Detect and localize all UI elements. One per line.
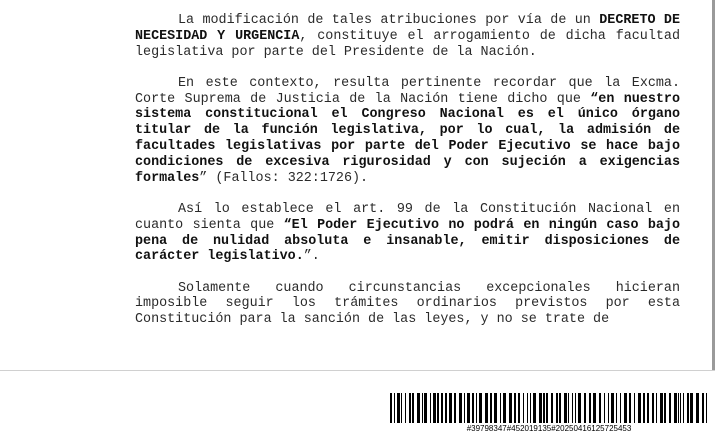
barcode-bar [543,393,545,423]
text-segment: ” (Fallos: 322:1726). [199,170,369,186]
barcode-bar [412,393,414,423]
barcode-bar [500,393,501,423]
barcode-bar [599,393,601,423]
barcode-bar [424,393,427,423]
barcode-bar [490,393,492,423]
barcode-bar [660,393,663,423]
barcode-bar [445,393,447,423]
barcode-bar [559,393,561,423]
barcode-bar [437,393,439,423]
barcode-bar [390,393,392,423]
barcode-bar [589,393,591,423]
barcode-bar [539,393,542,423]
barcode-bar [664,393,666,423]
barcode-bar [575,393,576,423]
barcode-bar [687,393,689,423]
barcode-bar [629,393,631,423]
barcode-bar [564,393,567,423]
barcode-bar [652,393,654,423]
barcode-bar [696,393,699,423]
barcode-bar [401,393,402,423]
text-segment: En este contexto, resulta pertinente recordar que la Excma. Corte Suprema de Justicia de la Nación tiene dicho que [135,75,680,107]
barcode-bar [578,393,581,423]
barcode-bar [530,393,531,423]
barcode-bar [509,393,512,423]
paragraph-4 [135,281,680,328]
paragraph-1 [135,13,680,60]
barcode-bar [656,393,657,423]
barcode-bar [546,393,548,423]
barcode-bars [388,393,710,423]
barcode-bar [674,393,677,423]
barcode-bar [472,393,474,423]
barcode-bar [678,393,679,423]
barcode-bar [503,393,506,423]
barcode-bar [690,393,693,423]
barcode-bar [405,393,406,423]
barcode-bar [467,393,470,423]
barcode-bar [430,393,431,423]
barcode-bar [485,393,488,423]
barcode-bar [479,393,482,423]
barcode-bar [464,393,465,423]
barcode-bar [634,393,635,423]
barcode-bar [572,393,573,423]
text-segment: La modificación de tales atribuciones por vía de un [178,13,600,28]
barcode-bar [616,393,617,423]
barcode-bar [593,393,596,423]
text-segment: , constituye el arrogamiento de dicha facultad legislativa por parte del Presidente de la Nación. [135,28,680,60]
barcode-bar [394,393,395,423]
text-segment-bold: “en nuestro sistema constitucional el Congreso Nacional es el único órgano titular de la función legislativa, por lo cual, la admisión de facultades legislativas por parte del Poder Ejecutivo se hace bajo condiciones de excesiva rigurosidad y con sujeción a exigencias formales [135,91,680,186]
barcode-bar [417,393,420,423]
barcode-bar [449,393,452,423]
barcode-bar [706,393,707,423]
barcode [388,393,710,437]
barcode-bar [604,393,605,423]
document-body [135,13,680,344]
paragraph-2 [135,76,680,187]
paragraph-3 [135,202,680,265]
barcode-bar [409,393,411,423]
barcode-bar [702,393,704,423]
barcode-bar [556,393,558,423]
barcode-bar [494,393,497,423]
barcode-bar [527,393,528,423]
text-segment-bold: “El Poder Ejecutivo no podrá en ningún caso bajo pena de nulidad absoluta e insanable, emitir disposiciones de carácter legislativo. [135,217,680,265]
barcode-bar [476,393,477,423]
text-segment: Solamente cuando circunstancias excepcionales hicieran imposible seguir los trámites ordinarios previstos por esta Constitución para la sanción de las leyes, y no se trate de [135,280,680,328]
barcode-bar [551,393,553,423]
barcode-bar [397,393,400,423]
barcode-bar [669,393,671,423]
barcode-bar [638,393,641,423]
barcode-bar [683,393,684,423]
barcode-bar [643,393,645,423]
text-segment: Así lo establece el art. 99 de la Constitución Nacional en cuanto sienta que [135,201,680,233]
barcode-bar [518,393,520,423]
text-segment-bold: DECRETO DE NECESIDAD Y URGENCIA [135,13,681,44]
barcode-bar [624,393,627,423]
barcode-bar [647,393,649,423]
barcode-bar [620,393,621,423]
barcode-bar [611,393,614,423]
barcode-bar [608,393,609,423]
barcode-bar [584,393,586,423]
barcode-bar [459,393,462,423]
barcode-bar [523,393,524,423]
barcode-number: #39798347#452019135#20250416125725453 [466,424,632,433]
barcode-bar [422,393,423,423]
barcode-bar [568,393,569,423]
barcode-bar [533,393,536,423]
barcode-bar [680,393,681,423]
page-bottom-edge [0,370,715,371]
barcode-bar [514,393,516,423]
barcode-bar [454,393,456,423]
barcode-bar [441,393,443,423]
barcode-bar [433,393,436,423]
text-segment: ”. [303,249,320,265]
